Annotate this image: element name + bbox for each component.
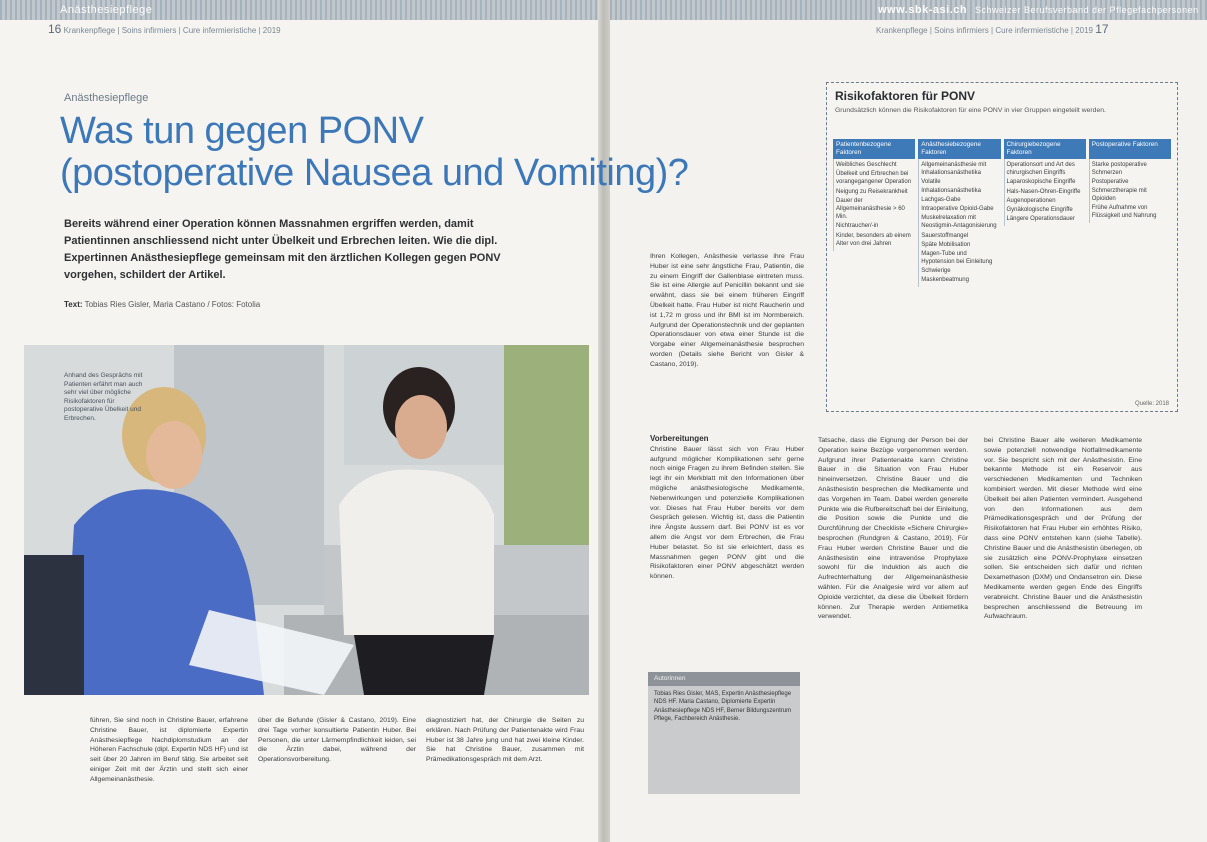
risk-item: Allgemeinanästhesie mit Inhalationsanästhetika — [921, 162, 987, 177]
risk-item: Gynäkologische Eingriffe — [1006, 207, 1073, 214]
risk-box-subtitle: Grundsätzlich können die Risikofaktoren für eine PONV in vier Gruppen eingeteilt werden. — [835, 107, 1106, 114]
risk-item: Augenoperationen — [1006, 197, 1056, 204]
risk-column-items — [918, 159, 1000, 287]
risk-item: Magen-Tube und Hypotension bei Einleitung — [921, 251, 993, 266]
risk-box-title: Risikofaktoren für PONV — [835, 89, 976, 103]
risk-item: Übelkeit und Erbrechen bei vorangegangener Operation — [836, 171, 912, 186]
risk-item: Schwierige Maskenbeatmung — [921, 268, 969, 283]
section-band-right — [610, 0, 1207, 20]
risk-item: Dauer der Allgemeinanästhesie > 60 Min. — [836, 197, 905, 221]
risk-column-header: Chirurgiebezogene Faktoren — [1004, 139, 1086, 159]
article-credits — [64, 300, 260, 309]
column-a-section — [650, 434, 804, 582]
risk-item: Laparoskopische Eingriffe — [1006, 179, 1076, 186]
risk-factors-table — [833, 139, 1171, 287]
column-a-heading: Vorbereitungen — [650, 434, 709, 443]
risk-column — [833, 139, 915, 287]
photo-caption: Anhand des Gesprächs mit Patienten erfährt man auch sehr viel über mögliche Risikofaktoren für postoperative Übelkeit und Erbrechen. — [64, 372, 143, 422]
folio-right — [876, 22, 1109, 36]
risk-item: Volatile Inhalationsanästhetika — [921, 179, 981, 194]
column-a-body: Christine Bauer lässt sich von Frau Huber aufgrund möglicher Komplikationen sehr gerne noch einige Fragen zu ihrem Befinden stellen. Sie legt ihr ein Merkblatt mit den Informationen über mögliche anästhesiologische Medikamente, Nebenwirkungen und potenzielle Komplikationen vor. Dieses hat Frau Huber bereits vor dem Gespräch gelesen. Wichtig ist, dass die Patientin ihre Ängste äussern darf. Bei PONV ist es vor allem die Angst vor dem Erbrechen, die Frau Huber belastet. So ist sie erleichtert, dass es Massnahmen gegen PONV gibt und die Risikofaktoren einer PONV abgeschätzt werden können. — [650, 445, 804, 581]
credits-text: Tobias Ries Gisler, Maria Castano / Fotos: Fotolia — [84, 300, 261, 309]
risk-item: Muskelrelaxation mit Neostigmin-Antagonisierung — [921, 215, 997, 230]
website-label: www.sbk-asi.ch — [878, 4, 968, 16]
column-c: bei Christine Bauer alle weiteren Medikamente sowie potenziell notwendige Notfallmedikamente vor. Sie bespricht sich mit der Anästhesistin. Eine bekannte Methode ist ein Reservoir aus verschiedenen Medikamenten und Techniken kombiniert werden. Mit dieser Methode wird eine Übelkeit bei allen Patienten vermindert. Ausgehend von den Informationen aus dem Prämedikationsgespräch und der Prüfung der Risikofaktoren hat Frau Huber ein erhöhtes Risiko, dass eine PONV entstehen kann (siehe Tabelle). Christine Bauer und die Anästhesistin überlegen, ob sie zusätzlich eine PONV-Prophylaxe einsetzen sollen. Sie entscheiden sich dafür und richten Dexamethason (DXM) und Ondansetron ein. Diese Medikamente werden gegen Ende des Eingriffs verabreicht. Christine Bauer und die Anästhesistin besprechen anschliessend die Betreuung im Aufwachraum. — [984, 437, 1142, 621]
risk-item: Neigung zu Reisekrankheit — [836, 188, 908, 195]
risk-factors-box — [826, 82, 1178, 412]
risk-item: Späte Mobilisation — [921, 241, 971, 248]
risk-item: Lachgas-Gabe — [921, 196, 961, 203]
folio-left — [48, 22, 281, 36]
article-kicker: Anästhesiepflege — [64, 92, 149, 104]
risk-column — [1089, 139, 1171, 287]
bottom-column-2: über die Befunde (Gisler & Castano, 2019). Eine drei Tage vorher konsultierte Patientin Huber. Bei Personen, die unter Lärmempfindlichkeit leiden, sei die Ärztin dabei, während der Operationsvorbereitung. — [258, 717, 416, 764]
column-b: Tatsache, dass die Eignung der Person bei der Operation keine Bezüge vorgenommen werden. Aufgrund ihrer Patientenakte kann Christine Bauer in die Situation von Frau Huber hineinversetzen. Christine Bauer und die Anästhesistin besprechen die Medikamente und das Vorgehen im Team. Dabei werden generelle Punkte wie die Rufbereitschaft bei der Einleitung, die Position sowie die Punkte und die Durchführung der Checkliste «Sichere Chirurgie» besprochen (Rundgren & Castano, 2019). Für Frau Huber werden Christine Bauer und die Anästhesistin eine intravenöse Prophylaxe sowohl für die Induktion als auch die Aufrechterhaltung der Allgemeinanästhesie wählen. Für die Analgesie wird vor allem auf Opioide verzichtet, da diese die Übelkeit fördern können. Zur Therapie werden Antiemetika verwendet. — [818, 437, 968, 621]
risk-column-header: Postoperative Faktoren — [1089, 139, 1171, 159]
bottom-column-3: diagnostiziert hat, der Chirurgie die Seiten zu erklären. Nach Prüfung der Patientenakte wird Frau Huber ist 38 Jahre jung und hat zwei kleine Kinder. Sie hat Christine Bauer, zusammen mit Prämedikationsgespräch mit dem Arzt. — [426, 717, 584, 764]
page-number-left: 16 — [48, 22, 62, 36]
risk-item: Weibliches Geschlecht — [836, 162, 897, 168]
section-band-label: Anästhesiepflege — [60, 4, 153, 16]
risk-column-items — [1004, 159, 1086, 226]
risk-item: Starke postoperative Schmerzen — [1091, 162, 1147, 177]
folio-text-left: Krankenpflege | Soins infirmiers | Cure infermieristiche | 2019 — [63, 26, 281, 35]
page-number-right: 17 — [1095, 22, 1109, 36]
risk-item: Hals-Nasen-Ohren-Eingriffe — [1006, 188, 1081, 195]
article-lead: Bereits während einer Operation können Massnahmen ergriffen werden, damit Patientinnen anschliessend nicht unter Übelkeit und Erbrechen leiten. Wie die dipl. Expertinnen Anästhesiepflege gemeinsam mit den ärztlichen Kollegen gegen PONV vorgehen, schildert der Artikel. — [64, 218, 501, 281]
risk-item: Operationsort und Art des chirurgischen Eingriffs — [1006, 162, 1075, 177]
column-a: Ihren Kollegen, Anästhesie verlasse ihre Frau Huber ist eine sehr ängstliche Frau, Patientin, die zu einem Eingriff der Gallenblase eintreten muss. Sie ist eine Allergie auf Penicillin bekannt und sie erwähnt, dass sie bei einem früheren Eingriff Übelkeit hatte. Frau Huber ist nicht Raucherin und ist 1,72 m gross und ihr BMI ist im Normbereich. Aufgrund der Operationstechnik und der geplanten Operationsdauer von etwa einer Stunde ist die Vorgabe einer Allgemeinanästhesie besprochen worden (Details siehe Bericht von Gisler & Castano, 2019). — [650, 253, 804, 368]
risk-item: Nichtraucher/-in — [836, 223, 879, 230]
risk-column — [918, 139, 1000, 287]
article-headline — [60, 110, 820, 194]
credits-label: Text: — [64, 300, 83, 309]
risk-column-header: Patientenbezogene Faktoren — [833, 139, 915, 159]
bottom-column-1: führen, Sie sind noch in Christine Bauer, erfahrene Christine Bauer, ist diplomierte Expertin Anästhesiepflege Nachdiplomstudium an der Höheren Fachschule (dipl. Expertin NDS HF) und ist seit über 20 Jahren im Beruf tätig. Sie arbeitet seit einiger Zeit mit der Ärztin und stellt sich einer Allgemeinanästhesie. — [90, 717, 248, 783]
headline-line-2: (postoperative Nausea und Vomiting)? — [60, 152, 689, 194]
risk-column-items — [833, 159, 915, 251]
author-box-heading: Autorinnen — [648, 672, 800, 686]
risk-box-source: Quelle: 2018 — [1134, 401, 1169, 407]
risk-column-header: Anästhesiebezogene Faktoren — [918, 139, 1000, 159]
risk-item: Frühe Aufnahme von Flüssigkeit und Nahrung — [1091, 205, 1157, 220]
headline-line-1: Was tun gegen PONV — [60, 110, 424, 152]
risk-column-items — [1089, 159, 1171, 223]
risk-item: Intraoperative Opioid-Gabe — [921, 206, 994, 213]
risk-item: Kinder, besonders ab einem Alter von drei Jahren — [836, 232, 911, 247]
author-info-box — [648, 672, 800, 794]
section-band-left — [0, 0, 598, 20]
risk-column — [1004, 139, 1086, 287]
author-box-text: Tobias Ries Gisler, MAS, Expertin Anästhesiepflege NDS HF. Maria Castano, Diplomierte Expertin Anästhesiepflege NDS HF, Berner Bildungszentrum Pflege, Fachbereich Anästhesie. — [654, 691, 792, 722]
band-links: Schweizer Berufsverband der Pflegefachpersonen — [975, 5, 1199, 15]
folio-text-right: Krankenpflege | Soins infirmiers | Cure infermieristiche | 2019 — [876, 26, 1093, 35]
risk-item: Postoperative Schmerztherapie mit Opioiden — [1091, 179, 1147, 202]
risk-item: Sauerstoffmangel — [921, 232, 969, 239]
risk-item: Längere Operationsdauer — [1006, 216, 1075, 223]
